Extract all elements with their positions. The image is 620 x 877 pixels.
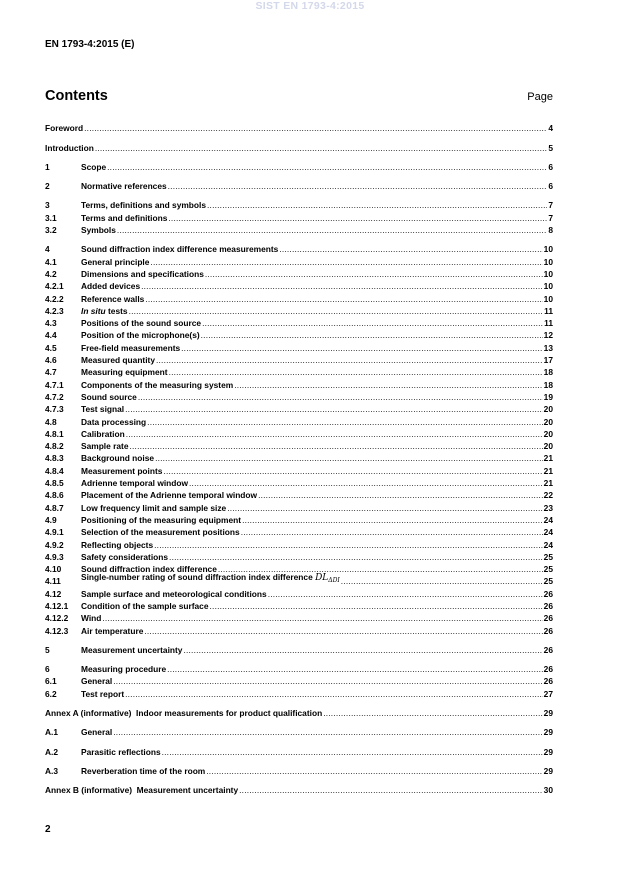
toc-entry-number: 4.11 bbox=[45, 576, 61, 587]
toc-entry-number: 4.8.6 bbox=[45, 490, 64, 501]
toc-dot-leader bbox=[113, 676, 542, 686]
toc-entry[interactable] bbox=[45, 611, 553, 623]
toc-entry[interactable] bbox=[45, 674, 553, 686]
toc-entry-title-text: Position of the microphone(s) bbox=[81, 330, 200, 341]
toc-dot-leader bbox=[147, 417, 543, 427]
toc-dot-leader bbox=[107, 162, 547, 172]
toc-entry-title bbox=[81, 478, 188, 488]
toc-entry-page: 20 bbox=[543, 404, 553, 415]
toc-entry-page: 26 bbox=[543, 600, 553, 611]
toc-entry[interactable] bbox=[45, 353, 553, 365]
toc-dot-leader bbox=[129, 306, 544, 316]
toc-entry[interactable] bbox=[45, 390, 553, 402]
toc-entry-title-text: Test report bbox=[81, 688, 125, 699]
watermark: SIST EN 1793-4:2015 bbox=[255, 0, 365, 12]
toc-entry-title-text: Foreword bbox=[45, 123, 84, 134]
toc-entry[interactable] bbox=[45, 340, 553, 352]
toc-entry-title-text: Sample rate bbox=[81, 441, 129, 452]
toc-dot-leader bbox=[169, 367, 543, 377]
toc-dot-leader bbox=[95, 143, 547, 153]
toc-dot-leader bbox=[168, 181, 548, 191]
toc-entry-page: 21 bbox=[543, 465, 553, 476]
document-id: EN 1793-4:2015 (E) bbox=[45, 39, 135, 50]
toc-entry[interactable] bbox=[45, 513, 553, 525]
toc-entry-title bbox=[81, 294, 144, 304]
toc-dot-leader bbox=[163, 466, 542, 476]
toc-entry[interactable] bbox=[45, 210, 553, 222]
toc-entry-title bbox=[81, 747, 161, 757]
toc-entry-title-text: Safety considerations bbox=[81, 551, 169, 562]
toc-entry-number: 4.5 bbox=[45, 342, 57, 353]
toc-entry-title-text: Selection of the measurement positions bbox=[81, 527, 240, 538]
toc-entry[interactable] bbox=[45, 623, 553, 635]
toc-entry-title bbox=[81, 404, 124, 414]
toc-entry-title-text: Reflecting objects bbox=[81, 539, 154, 550]
toc-dot-leader bbox=[202, 318, 543, 328]
toc-entry-title bbox=[81, 527, 240, 537]
toc-entry-page: 22 bbox=[543, 490, 553, 501]
toc-entry-title-text: Positions of the sound source bbox=[81, 318, 202, 329]
toc-entry-title-text: Terms, definitions and symbols bbox=[81, 200, 207, 211]
toc-entry[interactable] bbox=[45, 744, 553, 756]
toc-entry-page: 12 bbox=[543, 330, 553, 341]
toc-entry-title bbox=[81, 552, 168, 562]
toc-entry-number: 4.12 bbox=[45, 588, 62, 599]
page-column-label: Page bbox=[527, 91, 553, 103]
toc-entry[interactable] bbox=[45, 160, 553, 172]
toc-entry-title bbox=[81, 281, 140, 291]
toc-entry-title-text: Sound source bbox=[81, 391, 137, 402]
toc-entry-number: 4.2.3 bbox=[45, 305, 64, 316]
toc-entry-title-text: Components of the measuring system bbox=[81, 379, 234, 390]
toc-entry[interactable] bbox=[45, 550, 553, 562]
toc-entry-title bbox=[81, 664, 166, 674]
toc-entry-page: 29 bbox=[543, 727, 553, 738]
toc-entry-page: 6 bbox=[548, 161, 553, 172]
toc-entry-title bbox=[81, 613, 101, 623]
toc-dot-leader bbox=[141, 281, 543, 291]
toc-entry[interactable] bbox=[45, 254, 553, 266]
toc-entry-page: 26 bbox=[543, 588, 553, 599]
toc-entry-title-text: Measurement uncertainty bbox=[81, 644, 183, 655]
toc-dot-leader bbox=[268, 589, 543, 599]
toc-entry-page: 11 bbox=[544, 305, 553, 316]
toc-entry-title bbox=[45, 123, 83, 133]
toc-entry[interactable] bbox=[45, 377, 553, 389]
toc-entry-title-text: Symbols bbox=[81, 225, 116, 236]
toc-entry-title bbox=[81, 466, 162, 476]
toc-entry-page: 25 bbox=[543, 564, 553, 575]
toc-entry-title-text: Single-number rating of sound diffraction index difference bbox=[81, 572, 316, 583]
toc-dot-leader bbox=[183, 645, 542, 655]
toc-entry-page: 18 bbox=[543, 379, 553, 390]
toc-entry-title bbox=[81, 589, 267, 599]
toc-entry[interactable] bbox=[45, 267, 553, 279]
toc-entry[interactable] bbox=[45, 279, 553, 291]
toc-dot-leader bbox=[145, 294, 542, 304]
toc-dot-leader bbox=[239, 785, 543, 795]
toc-entry-title-text: Sample surface and meteorological conditions bbox=[81, 588, 267, 599]
toc-entry-page: 26 bbox=[543, 676, 553, 687]
toc-entry-title-text: tests bbox=[105, 305, 128, 316]
toc-entry-title-text: Data processing bbox=[81, 416, 147, 427]
toc-entry-title-text: Scope bbox=[81, 161, 107, 172]
toc-entry[interactable] bbox=[45, 725, 553, 737]
toc-entry[interactable] bbox=[45, 586, 553, 598]
toc-dot-leader bbox=[150, 257, 542, 267]
toc-entry-page: 10 bbox=[543, 293, 553, 304]
toc-entry-page: 21 bbox=[543, 478, 553, 489]
toc-entry-title bbox=[81, 162, 106, 172]
toc-entry-title bbox=[81, 766, 205, 776]
toc-entry[interactable] bbox=[45, 402, 553, 414]
toc-entry-page: 10 bbox=[543, 244, 553, 255]
toc-entry-title-text: Background noise bbox=[81, 453, 155, 464]
toc-entry-page: 23 bbox=[543, 502, 553, 513]
toc-entry[interactable] bbox=[45, 537, 553, 549]
toc-entry-title bbox=[81, 601, 209, 611]
toc-entry-title-text: Measuring equipment bbox=[81, 367, 168, 378]
toc-entry-title bbox=[81, 200, 206, 210]
toc-entry-page: 5 bbox=[548, 142, 553, 153]
toc-entry-number: 6.2 bbox=[45, 688, 57, 699]
toc-entry-title-text: Condition of the sample surface bbox=[81, 600, 209, 611]
toc-entry[interactable] bbox=[45, 488, 553, 500]
toc-entry[interactable] bbox=[45, 451, 553, 463]
toc-entry-number: 4.12.3 bbox=[45, 625, 69, 636]
toc-dot-leader bbox=[341, 576, 543, 586]
toc-dot-leader bbox=[279, 244, 542, 254]
toc-dot-leader bbox=[156, 355, 543, 365]
toc-dot-leader bbox=[138, 392, 543, 402]
toc-entry-page: 25 bbox=[543, 551, 553, 562]
toc-entry[interactable] bbox=[45, 242, 553, 254]
toc-entry[interactable] bbox=[45, 365, 553, 377]
toc-entry-title bbox=[81, 330, 200, 340]
toc-entry-title bbox=[81, 269, 204, 279]
toc-entry-title-text: Measurement points bbox=[81, 465, 163, 476]
toc-entry-number: 4.7 bbox=[45, 367, 57, 378]
toc-entry-page: 29 bbox=[543, 708, 553, 719]
toc-entry-number: 3.1 bbox=[45, 212, 57, 223]
toc-entry-page: 30 bbox=[543, 785, 553, 796]
toc-entry-page: 10 bbox=[543, 268, 553, 279]
toc-entry-title bbox=[45, 785, 238, 795]
toc-entry[interactable] bbox=[45, 414, 553, 426]
toc-dot-leader bbox=[155, 453, 543, 463]
toc-entry-number: 4.9.2 bbox=[45, 539, 64, 550]
toc-entry[interactable] bbox=[45, 198, 553, 210]
toc-entry-page: 29 bbox=[543, 746, 553, 757]
toc-entry-number: 4.8.5 bbox=[45, 478, 64, 489]
toc-entry[interactable] bbox=[45, 328, 553, 340]
toc-entry-title bbox=[81, 318, 201, 328]
toc-entry-title bbox=[81, 503, 226, 513]
toc-dot-leader bbox=[102, 613, 542, 623]
toc-entry[interactable] bbox=[45, 525, 553, 537]
toc-entry-page: 26 bbox=[543, 613, 553, 624]
toc-dot-leader bbox=[210, 601, 543, 611]
toc-dot-leader bbox=[113, 727, 542, 737]
toc-entry-title bbox=[81, 626, 143, 636]
toc-dot-leader bbox=[242, 515, 543, 525]
toc-dot-leader bbox=[129, 441, 542, 451]
toc-entry-title-text: Normative references bbox=[81, 181, 167, 192]
toc-entry-page: 20 bbox=[543, 416, 553, 427]
toc-entry-title-text: Terms and definitions bbox=[81, 212, 168, 223]
toc-entry-number: 4 bbox=[45, 244, 50, 255]
toc-entry-page: 10 bbox=[543, 256, 553, 267]
toc-entry[interactable] bbox=[45, 140, 553, 152]
toc-entry-page: 6 bbox=[548, 181, 553, 192]
toc-entry-number: 6.1 bbox=[45, 676, 57, 687]
table-of-contents bbox=[45, 121, 553, 795]
toc-entry[interactable] bbox=[45, 223, 553, 235]
toc-entry-number: 4.8.1 bbox=[45, 428, 64, 439]
toc-entry-title-text: Calibration bbox=[81, 428, 125, 439]
toc-entry-title-text: Air temperature bbox=[81, 625, 144, 636]
toc-entry-number: 3 bbox=[45, 200, 50, 211]
toc-dot-leader bbox=[125, 404, 543, 414]
toc-entry-number: 4.9.3 bbox=[45, 551, 64, 562]
toc-entry-page: 24 bbox=[543, 514, 553, 525]
toc-dot-leader bbox=[241, 527, 543, 537]
toc-dot-leader bbox=[168, 213, 547, 223]
toc-entry-page: 26 bbox=[543, 625, 553, 636]
toc-entry-title-text: Measured quantity bbox=[81, 355, 155, 366]
toc-entry-title bbox=[45, 708, 322, 718]
toc-entry[interactable] bbox=[45, 574, 553, 586]
toc-entry[interactable] bbox=[45, 463, 553, 475]
toc-entry-number: 4.7.1 bbox=[45, 379, 64, 390]
toc-entry-number: 4.7.3 bbox=[45, 404, 64, 415]
toc-dot-leader bbox=[117, 225, 547, 235]
toc-entry-title-text: Parasitic reflections bbox=[81, 746, 161, 757]
toc-entry[interactable] bbox=[45, 686, 553, 698]
toc-entry-title bbox=[45, 143, 94, 153]
toc-entry-page: 26 bbox=[543, 644, 553, 655]
toc-entry-number: 4.9.1 bbox=[45, 527, 64, 538]
toc-entry[interactable] bbox=[45, 599, 553, 611]
toc-entry-title-text: Annex B (informative) Measurement uncertainty bbox=[45, 785, 239, 796]
toc-entry-page: 11 bbox=[544, 318, 553, 329]
toc-entry-title-text: Low frequency limit and sample size bbox=[81, 502, 227, 513]
toc-entry-title bbox=[81, 244, 278, 254]
toc-entry[interactable] bbox=[45, 783, 553, 795]
toc-entry-title-text: Reference walls bbox=[81, 293, 145, 304]
toc-entry-math-subscript: ΔDI bbox=[328, 577, 340, 585]
toc-entry-number: 4.8 bbox=[45, 416, 57, 427]
toc-dot-leader bbox=[126, 429, 543, 439]
toc-entry[interactable] bbox=[45, 500, 553, 512]
toc-dot-leader bbox=[205, 269, 543, 279]
toc-entry-number: 4.8.2 bbox=[45, 441, 64, 452]
toc-entry-number: 4.12.2 bbox=[45, 613, 69, 624]
toc-entry-title-text: Annex A (informative) Indoor measurements for product qualification bbox=[45, 708, 323, 719]
toc-entry-page: 8 bbox=[548, 225, 553, 236]
toc-dot-leader bbox=[144, 626, 542, 636]
toc-entry-page: 25 bbox=[543, 576, 553, 587]
toc-dot-leader bbox=[227, 503, 542, 513]
toc-entry-title bbox=[81, 727, 112, 737]
toc-entry-title-text: Wind bbox=[81, 613, 102, 624]
toc-entry-number: 4.2 bbox=[45, 268, 57, 279]
toc-entry-title-text: Adrienne temporal window bbox=[81, 478, 189, 489]
toc-entry-number: 4.10 bbox=[45, 564, 62, 575]
toc-entry-title bbox=[81, 355, 155, 365]
toc-entry-number: 4.8.4 bbox=[45, 465, 64, 476]
toc-entry-page: 20 bbox=[543, 428, 553, 439]
toc-entry-page: 27 bbox=[543, 688, 553, 699]
toc-dot-leader bbox=[154, 540, 543, 550]
toc-entry-number: A.2 bbox=[45, 746, 59, 757]
toc-entry-number: A.1 bbox=[45, 727, 59, 738]
toc-entry-title-text: Free-field measurements bbox=[81, 342, 181, 353]
toc-entry[interactable] bbox=[45, 121, 553, 133]
toc-entry-page: 24 bbox=[543, 539, 553, 550]
toc-dot-leader bbox=[207, 200, 547, 210]
toc-entry-number: 6 bbox=[45, 664, 50, 675]
toc-entry-title bbox=[81, 380, 233, 390]
toc-entry-title bbox=[81, 540, 153, 550]
toc-entry-title-text: Dimensions and specifications bbox=[81, 268, 204, 279]
toc-entry-page: 29 bbox=[543, 765, 553, 776]
toc-entry-page: 4 bbox=[548, 123, 553, 134]
toc-entry[interactable] bbox=[45, 304, 553, 316]
toc-entry-number: 2 bbox=[45, 181, 50, 192]
toc-entry-title-text: Introduction bbox=[45, 142, 94, 153]
toc-entry[interactable] bbox=[45, 476, 553, 488]
toc-entry-title-text: Reverberation time of the room bbox=[81, 765, 206, 776]
toc-entry-title bbox=[81, 367, 168, 377]
toc-entry-number: 3.2 bbox=[45, 225, 57, 236]
toc-entry-number: 5 bbox=[45, 644, 50, 655]
toc-entry-number: 4.9 bbox=[45, 514, 57, 525]
toc-dot-leader bbox=[234, 380, 542, 390]
toc-entry[interactable] bbox=[45, 427, 553, 439]
toc-dot-leader bbox=[169, 552, 543, 562]
toc-dot-leader bbox=[167, 664, 543, 674]
toc-entry-title bbox=[81, 306, 128, 316]
toc-entry-page: 10 bbox=[543, 281, 553, 292]
toc-entry-number: 4.8.3 bbox=[45, 453, 64, 464]
toc-entry-title bbox=[81, 441, 128, 451]
toc-entry-page: 19 bbox=[543, 391, 553, 402]
toc-dot-leader bbox=[189, 478, 543, 488]
toc-entry-title-text: Added devices bbox=[81, 281, 141, 292]
toc-entry-number: 4.2.2 bbox=[45, 293, 64, 304]
toc-entry-title bbox=[81, 515, 241, 525]
toc-entry[interactable] bbox=[45, 643, 553, 655]
toc-entry-page: 26 bbox=[543, 664, 553, 675]
toc-entry-title bbox=[81, 257, 149, 267]
toc-entry-title bbox=[81, 343, 180, 353]
toc-entry-title bbox=[81, 572, 340, 586]
toc-entry-page: 7 bbox=[548, 212, 553, 223]
toc-entry-number: A.3 bbox=[45, 765, 59, 776]
toc-entry-number: 4.1 bbox=[45, 256, 57, 267]
toc-entry-page: 7 bbox=[548, 200, 553, 211]
toc-entry[interactable] bbox=[45, 439, 553, 451]
toc-entry-title bbox=[81, 213, 167, 223]
toc-entry-math-symbol: DL bbox=[315, 573, 329, 584]
page-number: 2 bbox=[45, 824, 51, 835]
toc-dot-leader bbox=[201, 330, 543, 340]
toc-entry-number: 4.3 bbox=[45, 318, 57, 329]
toc-entry-number: 1 bbox=[45, 161, 50, 172]
toc-dot-leader bbox=[206, 766, 542, 776]
toc-entry-title bbox=[81, 676, 112, 686]
toc-entry-title-text: Placement of the Adrienne temporal window bbox=[81, 490, 258, 501]
toc-entry-title bbox=[81, 689, 124, 699]
toc-entry-title-text: Positioning of the measuring equipment bbox=[81, 514, 242, 525]
toc-dot-leader bbox=[323, 708, 542, 718]
toc-entry[interactable] bbox=[45, 291, 553, 303]
toc-entry-title-text: Test signal bbox=[81, 404, 125, 415]
toc-dot-leader bbox=[181, 343, 543, 353]
toc-entry-title bbox=[81, 490, 257, 500]
toc-entry-title bbox=[81, 225, 116, 235]
toc-entry-title bbox=[81, 429, 125, 439]
toc-entry[interactable] bbox=[45, 662, 553, 674]
toc-entry[interactable] bbox=[45, 764, 553, 776]
toc-entry-page: 24 bbox=[543, 527, 553, 538]
toc-entry-number: 4.2.1 bbox=[45, 281, 64, 292]
toc-entry-title bbox=[81, 392, 137, 402]
toc-entry[interactable] bbox=[45, 316, 553, 328]
toc-entry-number: 4.8.7 bbox=[45, 502, 64, 513]
toc-entry-title-text: General bbox=[81, 676, 113, 687]
toc-entry-number: 4.6 bbox=[45, 355, 57, 366]
toc-entry-title-text: Sound diffraction index difference bbox=[81, 564, 217, 575]
toc-entry-title bbox=[81, 645, 182, 655]
toc-entry-number: 4.12.1 bbox=[45, 600, 69, 611]
toc-entry-title-text: General bbox=[81, 727, 113, 738]
toc-entry-title-text: Sound diffraction index difference measurements bbox=[81, 244, 279, 255]
toc-entry-page: 18 bbox=[543, 367, 553, 378]
toc-entry-title-text: Measuring procedure bbox=[81, 664, 167, 675]
toc-dot-leader bbox=[258, 490, 543, 500]
toc-entry-page: 21 bbox=[543, 453, 553, 464]
toc-entry-title-italic: In situ bbox=[81, 305, 106, 316]
toc-entry-page: 17 bbox=[543, 355, 553, 366]
toc-entry-page: 13 bbox=[543, 342, 553, 353]
toc-entry[interactable] bbox=[45, 706, 553, 718]
toc-entry-title-text: General principle bbox=[81, 256, 150, 267]
toc-entry[interactable] bbox=[45, 179, 553, 191]
toc-entry-title bbox=[81, 453, 154, 463]
toc-entry-title bbox=[81, 417, 146, 427]
toc-entry-page: 20 bbox=[543, 441, 553, 452]
toc-entry-number: 4.4 bbox=[45, 330, 57, 341]
toc-entry-title bbox=[81, 181, 167, 191]
toc-dot-leader bbox=[125, 689, 543, 699]
toc-entry-number: 4.7.2 bbox=[45, 391, 64, 402]
toc-dot-leader bbox=[84, 123, 547, 133]
toc-dot-leader bbox=[162, 747, 543, 757]
contents-title: Contents bbox=[45, 88, 108, 104]
